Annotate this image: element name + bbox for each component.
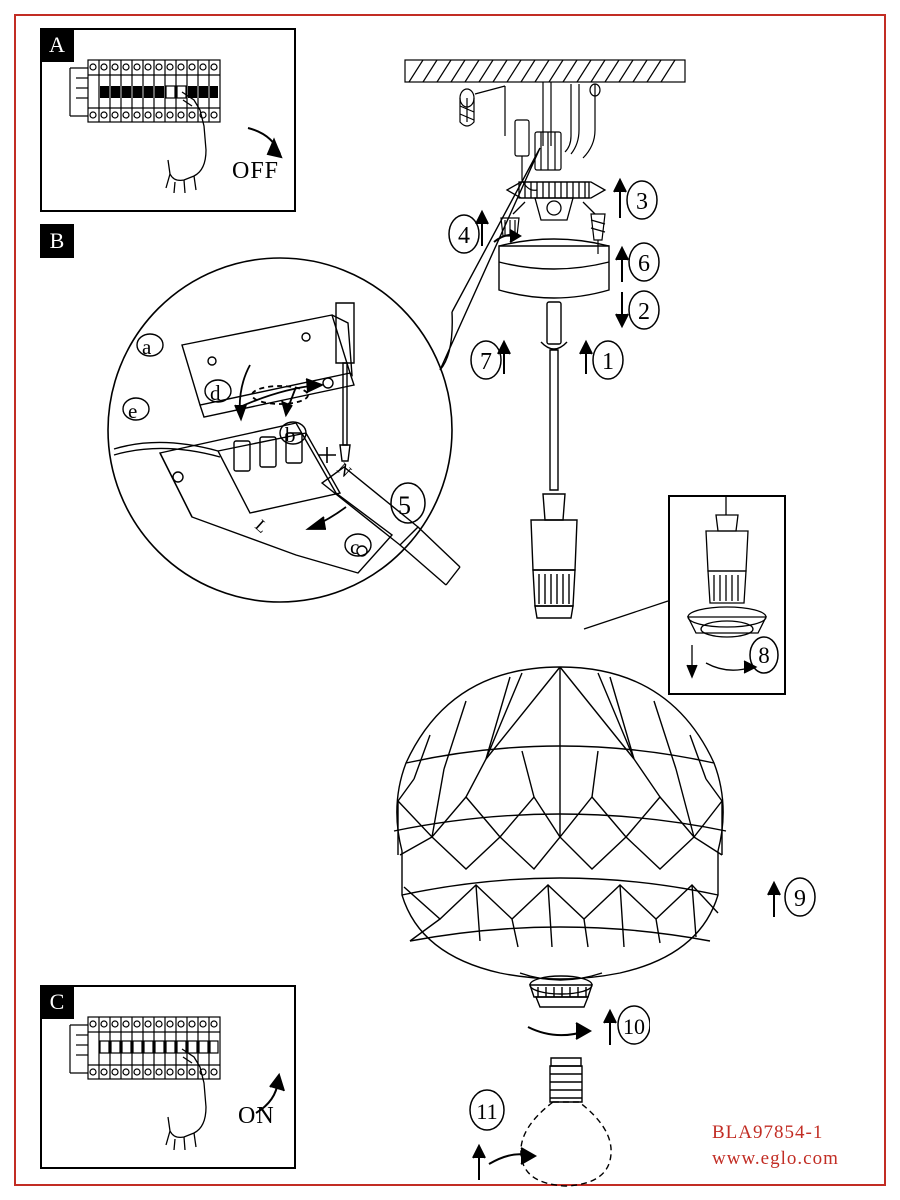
brand-url: www.eglo.com [712, 1148, 839, 1169]
svg-text:4: 4 [458, 223, 470, 249]
detail-letter-b: b [285, 423, 296, 447]
svg-text:11: 11 [476, 1099, 498, 1124]
panel-c-tag: C [40, 985, 74, 1019]
product-code: BLA97854-1 [712, 1122, 824, 1143]
panel-c-graphic [42, 987, 294, 1167]
step-number-5: 5 [398, 491, 411, 520]
svg-text:3: 3 [636, 189, 648, 215]
arrow-down-icon [248, 128, 281, 157]
panel-c-caption: ON [238, 1103, 275, 1129]
detail-letter-a: a [142, 335, 152, 359]
hand-pointing-icon [166, 92, 206, 193]
svg-text:6: 6 [638, 251, 650, 277]
svg-text:L: L [251, 515, 272, 537]
drill-hole-icon [460, 86, 505, 136]
svg-text:N: N [333, 458, 356, 482]
detail-letter-e: e [128, 399, 138, 423]
svg-text:2: 2 [638, 299, 650, 325]
detail-letter-d: d [210, 381, 221, 405]
assembly-step-arrows [440, 170, 700, 420]
panel-b-tag: B [40, 224, 74, 258]
svg-text:9: 9 [794, 886, 806, 912]
svg-text:8: 8 [758, 643, 770, 668]
svg-text:10: 10 [623, 1014, 645, 1039]
detail-letter-c: c [350, 535, 360, 559]
panel-c [40, 985, 296, 1169]
socket-detail-leader [580, 595, 676, 635]
panel-a-tag: A [40, 28, 74, 62]
light-bulb-icon [455, 1040, 655, 1190]
step-9-marker [760, 865, 820, 925]
hand-pointing-icon [166, 1049, 206, 1150]
panel-a [40, 28, 296, 212]
svg-text:7: 7 [480, 349, 492, 375]
faceted-shade [370, 655, 750, 1025]
panel-a-caption: OFF [232, 158, 280, 184]
svg-text:1: 1 [602, 349, 614, 375]
